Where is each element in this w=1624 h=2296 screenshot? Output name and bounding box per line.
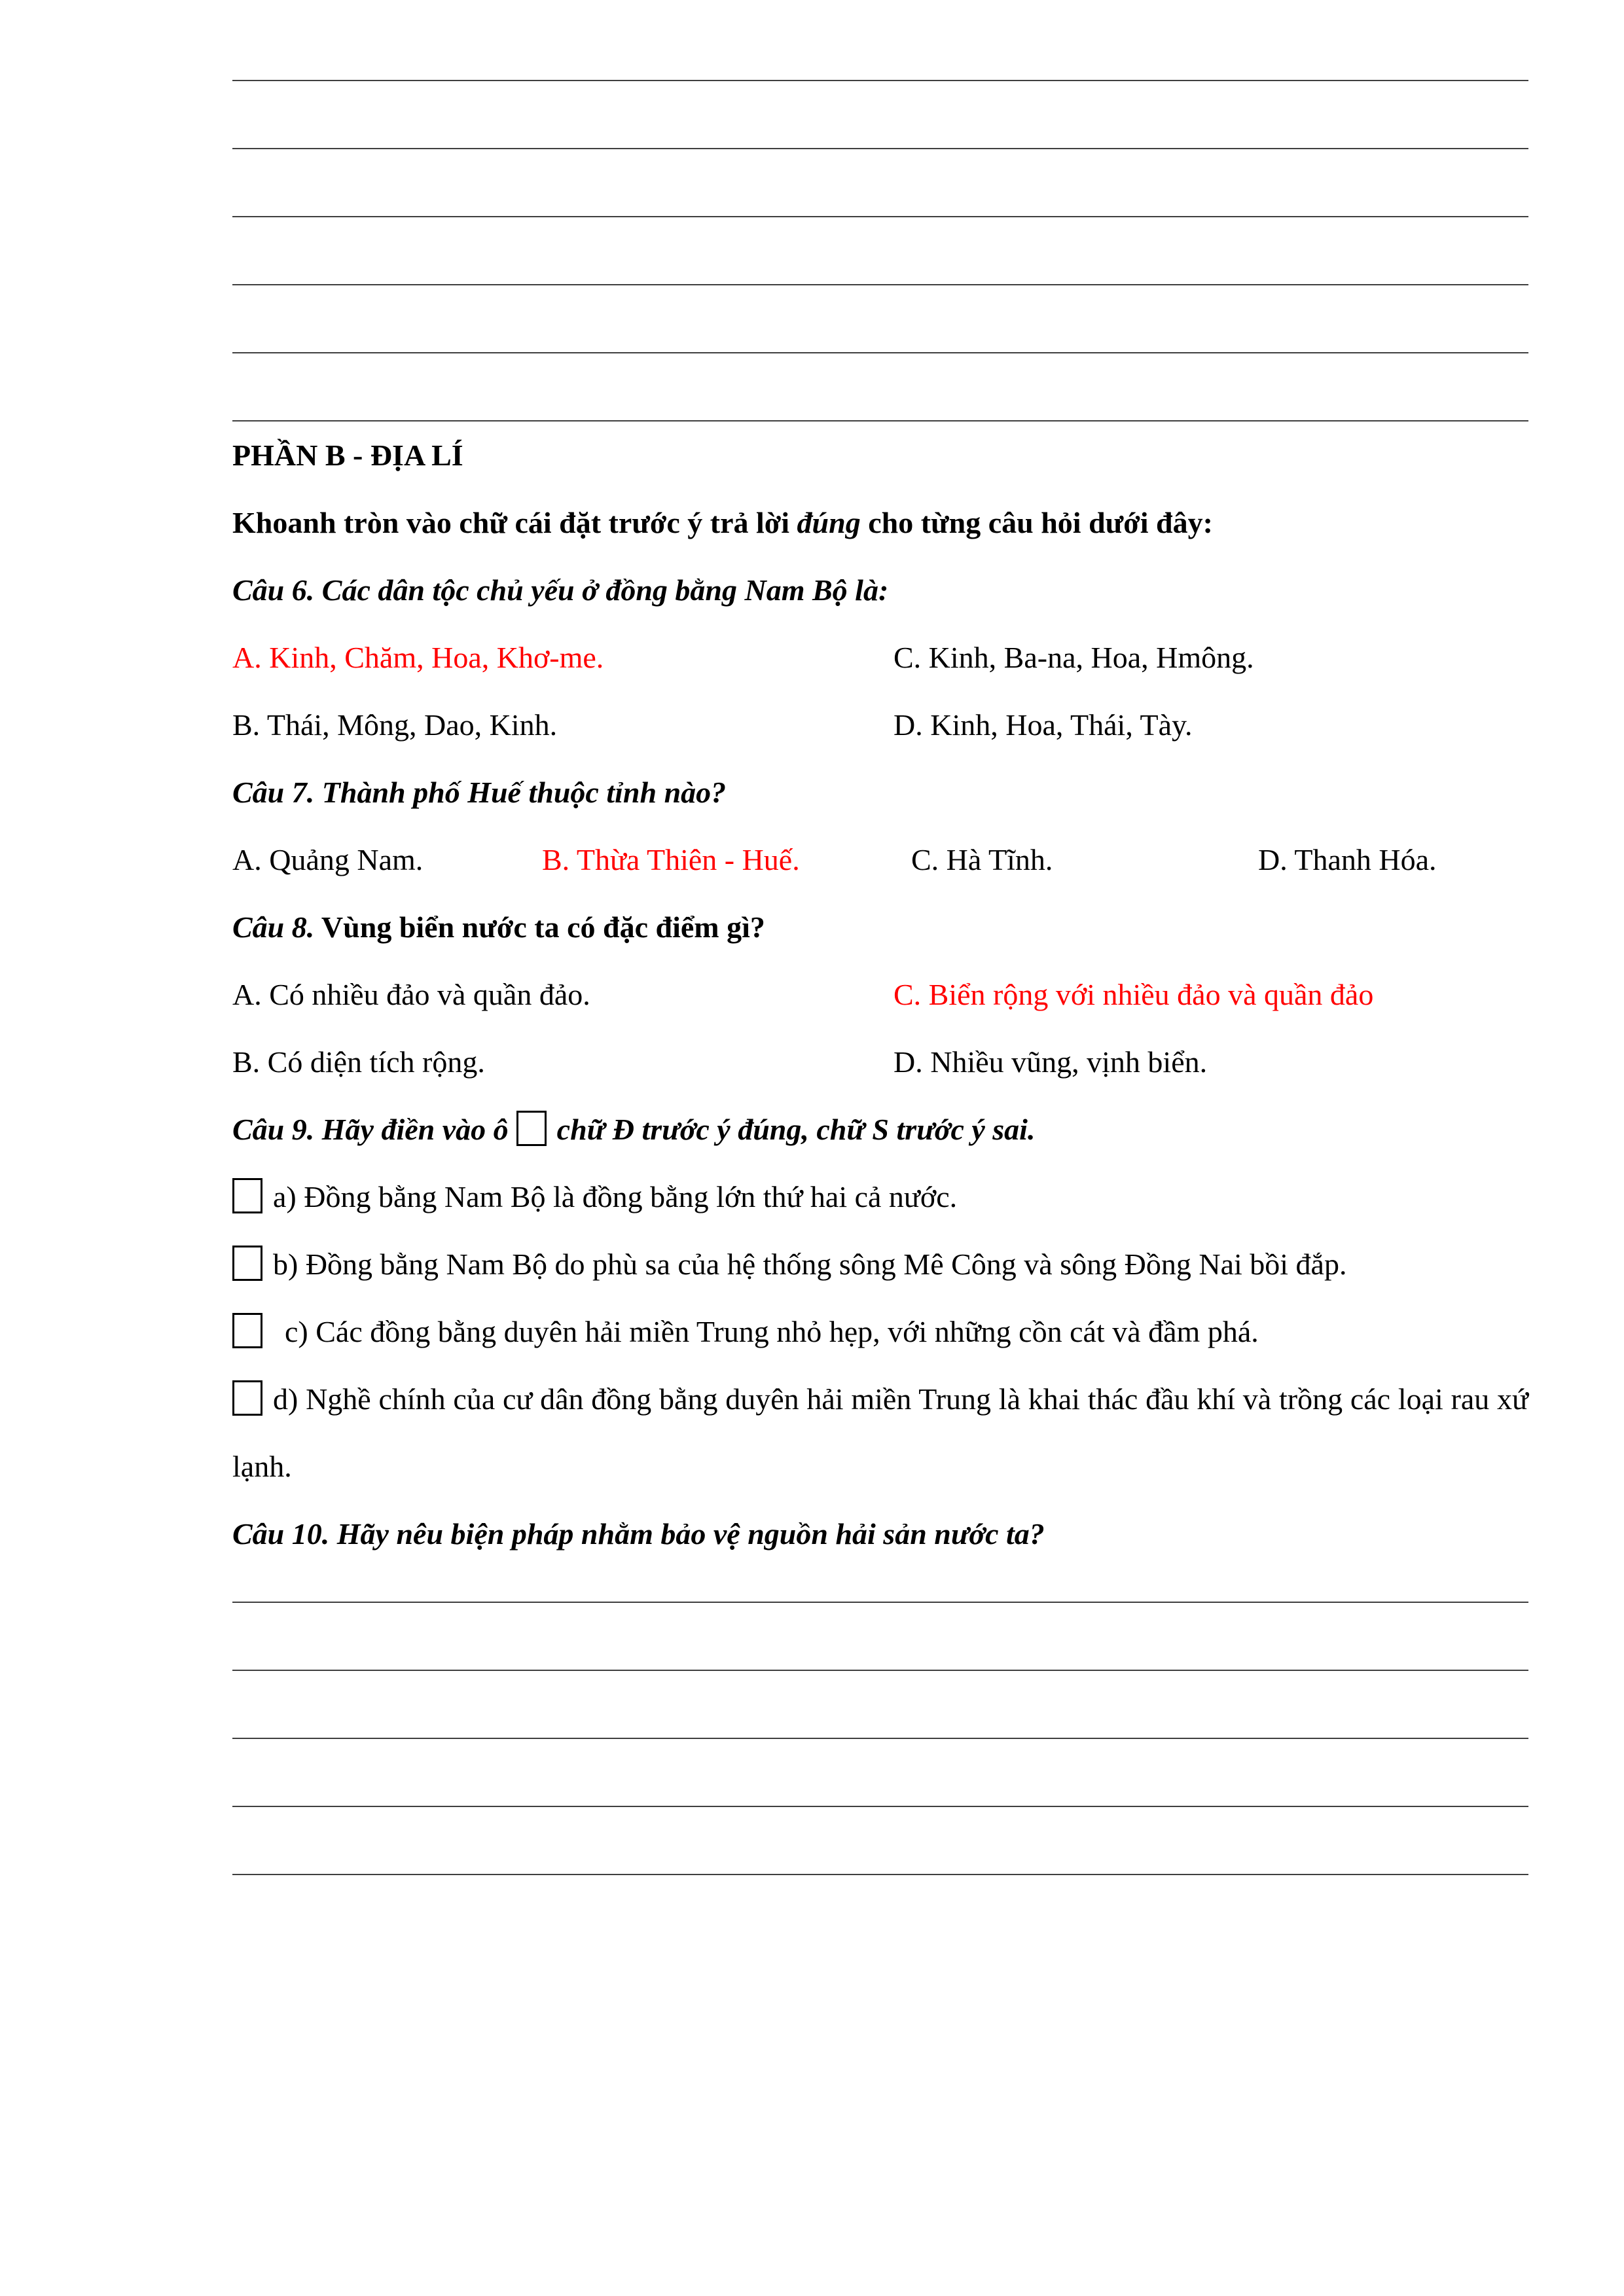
question-6-title: Câu 6. Các dân tộc chủ yếu ở đồng bằng Nam Bộ là: [232,573,889,607]
instruction-suffix: cho từng câu hỏi dưới đây: [860,506,1213,539]
answer-line[interactable] [232,13,1528,81]
empty-box-icon [516,1111,547,1146]
bottom-answer-lines [232,1568,1528,1875]
question-10-title: Câu 10. Hãy nêu biện pháp nhằm bảo vệ nguồn hải sản nước ta? [232,1517,1045,1551]
answer-line[interactable] [232,285,1528,353]
answer-line[interactable] [232,1603,1528,1671]
top-answer-lines [232,13,1528,422]
answer-line[interactable] [232,81,1528,149]
answer-line[interactable] [232,1568,1528,1603]
answer-line[interactable] [232,1739,1528,1807]
instruction [232,489,1528,556]
q9-title-suffix: chữ Đ trước ý đúng, chữ S trước ý sai. [556,1113,1036,1146]
answer-line[interactable] [232,217,1528,285]
question-7-options-row [232,826,1528,893]
q6-option-b: B. Thái, Mông, Dao, Kinh. [232,708,558,742]
q8-option-c: C. Biển rộng với nhiều đảo và quần đảo [893,978,1374,1011]
q6-option-a: A. Kinh, Chăm, Hoa, Khơ-me. [232,641,604,674]
question-8-options-row-2 [232,1028,1528,1096]
answer-line[interactable] [232,1807,1528,1875]
q9-item-b-text: b) Đồng bằng Nam Bộ do phù sa của hệ thống sông Mê Công và sông Đồng Nai bồi đắp. [273,1247,1347,1281]
answer-line[interactable] [232,353,1528,422]
q8-option-d: D. Nhiều vũng, vịnh biển. [893,1045,1208,1079]
q9-item-c [232,1298,1528,1365]
q6-option-c: C. Kinh, Ba-na, Hoa, Hmông. [893,641,1254,674]
q8-title-text: Vùng biển nước ta có đặc điểm gì? [314,910,765,944]
q7-option-c: C. Hà Tĩnh. [911,843,1053,876]
q9-item-b [232,1230,1528,1298]
question-8-title [232,893,1528,961]
q9-item-a-text: a) Đồng bằng Nam Bộ là đồng bằng lớn thứ hai cả nước. [273,1180,958,1213]
q9-item-d-checkbox[interactable] [232,1380,262,1416]
q8-option-a: A. Có nhiều đảo và quần đảo. [232,978,590,1011]
q7-option-a: A. Quảng Nam. [232,843,424,876]
q9-item-d-text: d) Nghề chính của cư dân đồng bằng duyên hải miền Trung là khai thác đầu khí và trồng các loại rau xứ lạnh. [232,1382,1528,1483]
instruction-emphasis: đúng [797,506,861,539]
section-title: PHẦN B - ĐỊA LÍ [232,439,463,472]
q9-item-a [232,1163,1528,1230]
question-7-title: Câu 7. Thành phố Huế thuộc tỉnh nào? [232,776,727,809]
question-8-options-row-1 [232,961,1528,1028]
instruction-prefix: Khoanh tròn vào chữ cái đặt trước ý trả lời [232,506,797,539]
q9-item-c-text: c) Các đồng bằng duyên hải miền Trung nhỏ hẹp, với những cồn cát và đầm phá. [285,1315,1259,1348]
q8-title-number: Câu 8. [232,910,315,944]
question-6-options-row-2 [232,691,1528,759]
q8-option-b: B. Có diện tích rộng. [232,1045,485,1079]
q9-item-a-checkbox[interactable] [232,1178,262,1213]
question-6-options-row-1 [232,624,1528,691]
answer-line[interactable] [232,1671,1528,1739]
q9-item-c-checkbox[interactable] [232,1313,262,1348]
q9-item-b-checkbox[interactable] [232,1246,262,1281]
q7-option-d: D. Thanh Hóa. [1258,843,1437,876]
q7-option-b: B. Thừa Thiên - Huế. [542,843,800,876]
question-9-title [232,1096,1528,1163]
q9-item-d [232,1365,1528,1500]
q9-title-prefix: Câu 9. Hãy điền vào ô [232,1113,509,1146]
answer-line[interactable] [232,149,1528,217]
q6-option-d: D. Kinh, Hoa, Thái, Tày. [893,708,1193,742]
